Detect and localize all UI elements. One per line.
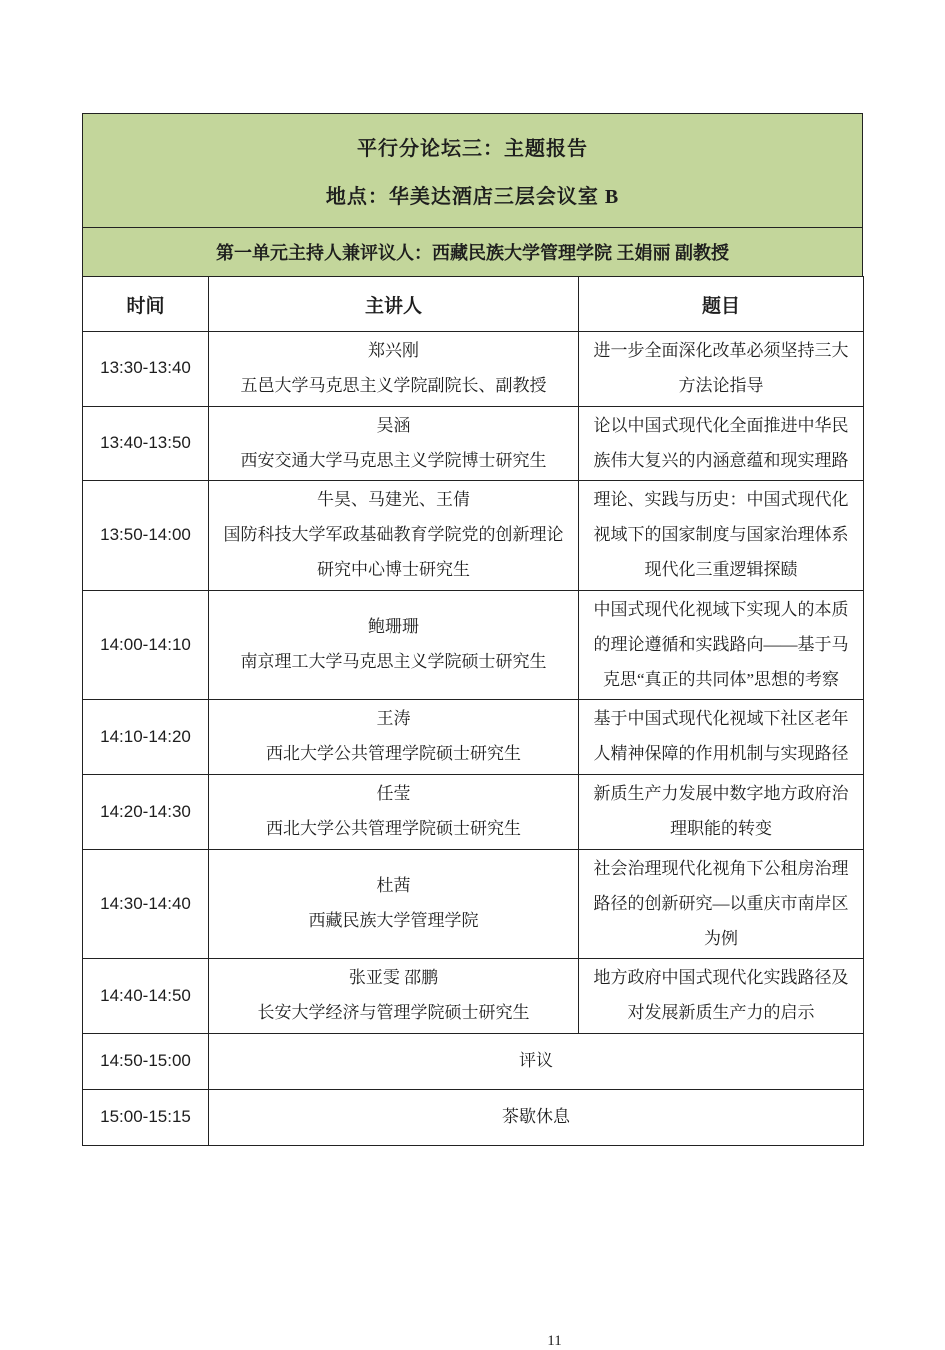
- speaker-name: 鲍珊珊: [368, 617, 419, 637]
- time-cell: 13:40-13:50: [83, 406, 209, 481]
- table-row: [83, 1090, 864, 1146]
- speaker-affiliation: 西藏民族大学管理学院: [308, 911, 479, 931]
- table-row: [83, 406, 864, 481]
- col-header-speaker: 主讲人: [209, 277, 579, 332]
- talk-title-cell: 进一步全面深化改革必须坚持三大方法论指导: [579, 332, 864, 407]
- speaker-affiliation: 长安大学经济与管理学院硕士研究生: [257, 1003, 530, 1023]
- talk-title-cell: 新质生产力发展中数字地方政府治理职能的转变: [579, 775, 864, 850]
- speaker-cell: [209, 700, 579, 775]
- speaker-cell: [209, 775, 579, 850]
- table-header-row: [83, 277, 864, 332]
- speaker-affiliation: 五邑大学马克思主义学院副院长、副教授: [240, 375, 547, 395]
- document-page: [82, 113, 863, 1349]
- speaker-name: 王涛: [376, 709, 411, 729]
- speaker-name: 郑兴刚: [368, 341, 419, 360]
- speaker-affiliation: 南京理工大学马克思主义学院硕士研究生: [240, 652, 547, 672]
- time-cell: 13:50-14:00: [83, 481, 209, 591]
- merged-activity-cell: 茶歇休息: [209, 1090, 864, 1146]
- speaker-cell: [209, 481, 579, 591]
- merged-activity-cell: 评议: [209, 1034, 864, 1090]
- page-number: 11: [547, 1333, 562, 1349]
- speaker-name: 张亚雯 邵鹏: [348, 968, 439, 988]
- talk-title-cell: 社会治理现代化视角下公租房治理路径的创新研究—以重庆市南岸区为例: [579, 849, 864, 959]
- speaker-affiliation: 西北大学公共管理学院硕士研究生: [266, 818, 521, 838]
- time-cell: 15:00-15:15: [83, 1090, 209, 1146]
- speaker-name: 任莹: [376, 784, 411, 804]
- time-cell: 14:40-14:50: [83, 959, 209, 1034]
- time-cell: 14:10-14:20: [83, 700, 209, 775]
- speaker-cell: [209, 849, 579, 959]
- speaker-cell: [209, 590, 579, 700]
- speaker-cell: [209, 959, 579, 1034]
- schedule-table: [82, 276, 864, 1146]
- forum-location: 地点：华美达酒店三层会议室 B: [325, 185, 620, 208]
- unit-host-row: [82, 227, 863, 277]
- talk-title-cell: 基于中国式现代化视域下社区老年人精神保障的作用机制与实现路径: [579, 700, 864, 775]
- speaker-name: 牛昊、马建光、王倩: [317, 490, 470, 510]
- speaker-affiliation: 西北大学公共管理学院硕士研究生: [266, 744, 521, 764]
- talk-title-cell: 中国式现代化视域下实现人的本质的理论遵循和实践路向——基于马克思“真正的共同体”思想的考察: [579, 590, 864, 700]
- time-cell: 14:00-14:10: [83, 590, 209, 700]
- talk-title-cell: 地方政府中国式现代化实践路径及对发展新质生产力的启示: [579, 959, 864, 1034]
- time-cell: 14:30-14:40: [83, 849, 209, 959]
- talk-title-cell: 论以中国式现代化全面推进中华民族伟大复兴的内涵意蕴和现实理路: [579, 406, 864, 481]
- speaker-affiliation: 国防科技大学军政基础教育学院党的创新理论研究中心博士研究生: [223, 525, 564, 580]
- speaker-cell: [209, 332, 579, 407]
- table-row: [83, 481, 864, 591]
- speaker-name: 吴涵: [376, 415, 411, 435]
- table-row: [83, 775, 864, 850]
- time-cell: 13:30-13:40: [83, 332, 209, 407]
- col-header-title: 题目: [579, 277, 864, 332]
- unit-host-text: 第一单元主持人兼评议人：西藏民族大学管理学院 王娟丽 副教授: [216, 243, 729, 263]
- speaker-affiliation: 西安交通大学马克思主义学院博士研究生: [240, 450, 547, 470]
- table-row: [83, 959, 864, 1034]
- speaker-cell: [209, 406, 579, 481]
- forum-title: 平行分论坛三：主题报告: [357, 138, 588, 161]
- time-cell: 14:50-15:00: [83, 1034, 209, 1090]
- table-row: [83, 849, 864, 959]
- speaker-name: 杜茜: [376, 876, 411, 896]
- forum-header: [82, 113, 863, 228]
- table-row: [83, 590, 864, 700]
- table-row: [83, 700, 864, 775]
- table-row: [83, 1034, 864, 1090]
- talk-title-cell: 理论、实践与历史：中国式现代化视域下的国家制度与国家治理体系现代化三重逻辑探赜: [579, 481, 864, 591]
- table-row: [83, 332, 864, 407]
- col-header-time: 时间: [83, 277, 209, 332]
- time-cell: 14:20-14:30: [83, 775, 209, 850]
